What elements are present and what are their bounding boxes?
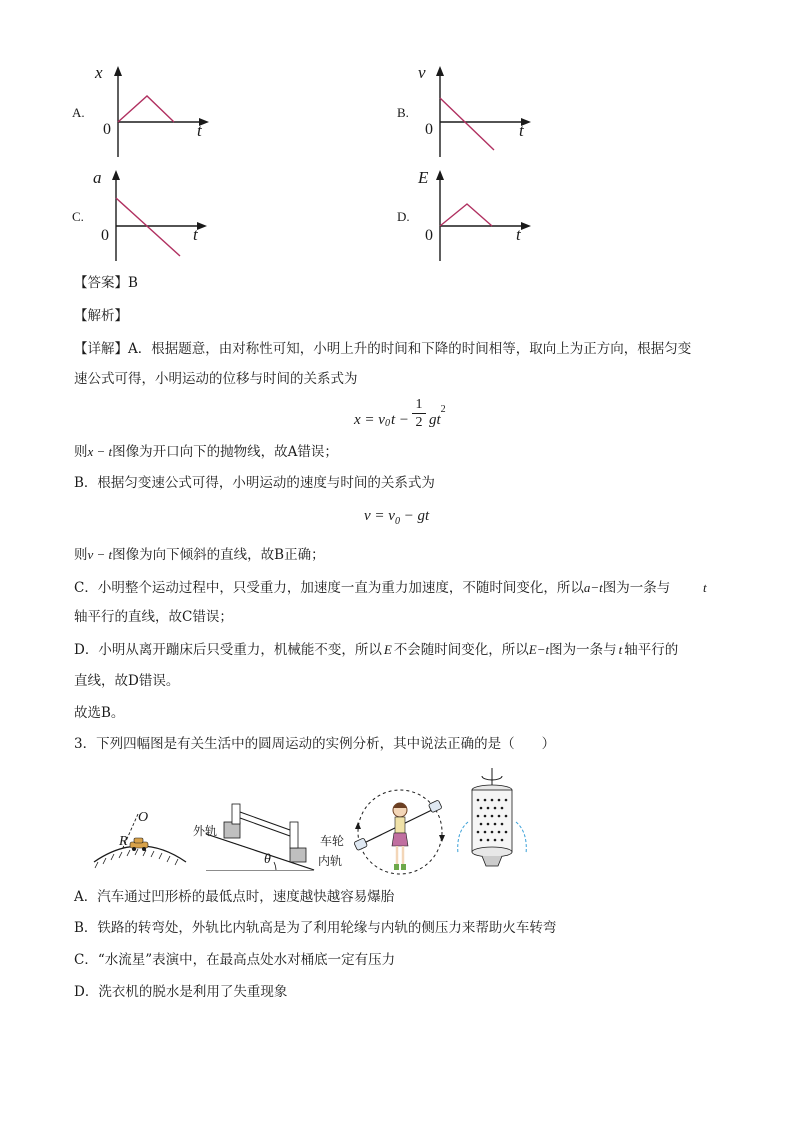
bridge-arc bbox=[94, 846, 186, 862]
inner-rail-block bbox=[290, 822, 306, 862]
detail-line-6: C．小明整个运动过程中，只受重力，加速度一直为重力加速度，不随时间变化，所以a−t图为一条与 bbox=[74, 580, 671, 596]
choice-a: A．汽车通过凹形桥的最低点时，速度越快越容易爆胎 bbox=[74, 889, 395, 905]
answer-value: B bbox=[128, 275, 138, 291]
detail-tag: 【详解】 bbox=[74, 341, 128, 357]
graph-a-origin: 0 bbox=[103, 121, 111, 138]
graph-b-x-label: t bbox=[519, 121, 524, 140]
option-a-letter: A. bbox=[72, 105, 85, 120]
label-outer-rail: 外轨 bbox=[193, 824, 218, 838]
graph-b-y-arrow bbox=[436, 66, 444, 76]
graph-a bbox=[92, 62, 217, 162]
water-spray-right bbox=[516, 822, 526, 854]
car-icon bbox=[130, 838, 148, 851]
bridge-hatch bbox=[95, 849, 178, 868]
graph-c-x-label: t bbox=[193, 225, 198, 244]
graph-a-x-label: t bbox=[197, 121, 202, 140]
outer-rail-block bbox=[224, 804, 240, 838]
graph-b-y-label: v bbox=[418, 63, 426, 82]
figure-washing-drum bbox=[452, 766, 532, 882]
arrow-up-icon bbox=[355, 822, 361, 829]
water-spray-left bbox=[458, 822, 468, 854]
graph-d-origin: 0 bbox=[425, 227, 433, 244]
graph-c-y-label: a bbox=[93, 168, 102, 187]
graph-b-origin: 0 bbox=[425, 121, 433, 138]
graph-a-y-label: x bbox=[95, 63, 103, 82]
detail-line-4: B．根据匀变速公式可得，小明运动的速度与时间的关系式为 bbox=[74, 475, 435, 491]
formula-frac-num: 1 bbox=[415, 397, 423, 412]
detail-line-1: 【详解】A．根据题意，由对称性可知，小明上升的时间和下降的时间相等，取向上为正方向，根据匀变 bbox=[74, 341, 692, 357]
label-theta: θ bbox=[264, 852, 271, 867]
option-d-letter: D. bbox=[397, 209, 410, 224]
answer-tag: 【答案】 bbox=[74, 275, 128, 291]
label-inner-rail: 内轨 bbox=[318, 854, 343, 868]
graph-d-y-arrow bbox=[436, 170, 444, 180]
choice-b: B．铁路的转弯处，外轨比内轨高是为了利用轮缘与内轨的侧压力来帮助火车转弯 bbox=[74, 920, 557, 936]
figure-water-meteor bbox=[350, 782, 450, 882]
answer-line bbox=[74, 273, 138, 293]
graph-d-y-label: E bbox=[418, 168, 429, 187]
graph-d bbox=[414, 166, 539, 266]
formula-velocity: $v = v_0$ − gt bbox=[364, 508, 430, 527]
option-b-letter: B. bbox=[397, 105, 409, 120]
detail-line-3: 则x − t图像为开口向下的抛物线，故A错误； bbox=[74, 444, 338, 460]
label-R: R bbox=[119, 834, 128, 849]
label-O: O bbox=[138, 810, 149, 825]
option-c-letter: C. bbox=[72, 209, 84, 224]
graph-c-origin: 0 bbox=[101, 227, 109, 244]
girl-icon bbox=[392, 803, 408, 870]
formula-displacement: $x = v_0t$ − $\frac{1}{2}$ $gt^2$ bbox=[354, 397, 446, 430]
analysis-tag: 【解析】 bbox=[74, 308, 128, 324]
detail-line-6-t: t bbox=[703, 580, 707, 595]
detail-line-7: 轴平行的直线，故C错误； bbox=[74, 609, 233, 625]
graph-b bbox=[414, 62, 539, 162]
graph-b-curve bbox=[440, 98, 494, 150]
detail-line-8: D．小明从离开蹦床后只受重力，机械能不变，所以 E 不会随时间变化，所以E−t图为一条与 t 轴平行的 bbox=[74, 642, 679, 658]
drum-icon bbox=[472, 785, 512, 866]
graph-d-curve bbox=[440, 204, 492, 226]
graph-c-curve bbox=[116, 198, 180, 256]
graph-d-x-label: t bbox=[516, 225, 521, 244]
graph-c bbox=[90, 166, 215, 266]
label-wheel: 车轮 bbox=[320, 834, 345, 848]
graph-a-y-arrow bbox=[114, 66, 122, 76]
choice-c: C．“水流星”表演中，在最高点处水对桶底一定有压力 bbox=[74, 952, 396, 968]
graph-c-y-arrow bbox=[112, 170, 120, 180]
question-3-stem: 3．下列四幅图是有关生活中的圆周运动的实例分析，其中说法正确的是（ ） bbox=[74, 736, 556, 752]
detail-line-2: 速公式可得，小明运动的位移与时间的关系式为 bbox=[74, 371, 358, 387]
graph-a-curve bbox=[118, 96, 174, 122]
graph-d-x-arrow bbox=[521, 222, 531, 230]
arrow-down-icon bbox=[439, 835, 445, 842]
conclusion: 故选B。 bbox=[74, 705, 125, 721]
bucket-left-icon bbox=[354, 838, 368, 851]
formula-frac-den: 2 bbox=[415, 415, 423, 430]
detail-line-5: 则v − t图像为向下倾斜的直线，故B正确； bbox=[74, 547, 325, 563]
detail-line-9: 直线，故D错误。 bbox=[74, 673, 180, 689]
choice-d: D．洗衣机的脱水是利用了失重现象 bbox=[74, 984, 288, 1000]
graph-c-x-arrow bbox=[197, 222, 207, 230]
